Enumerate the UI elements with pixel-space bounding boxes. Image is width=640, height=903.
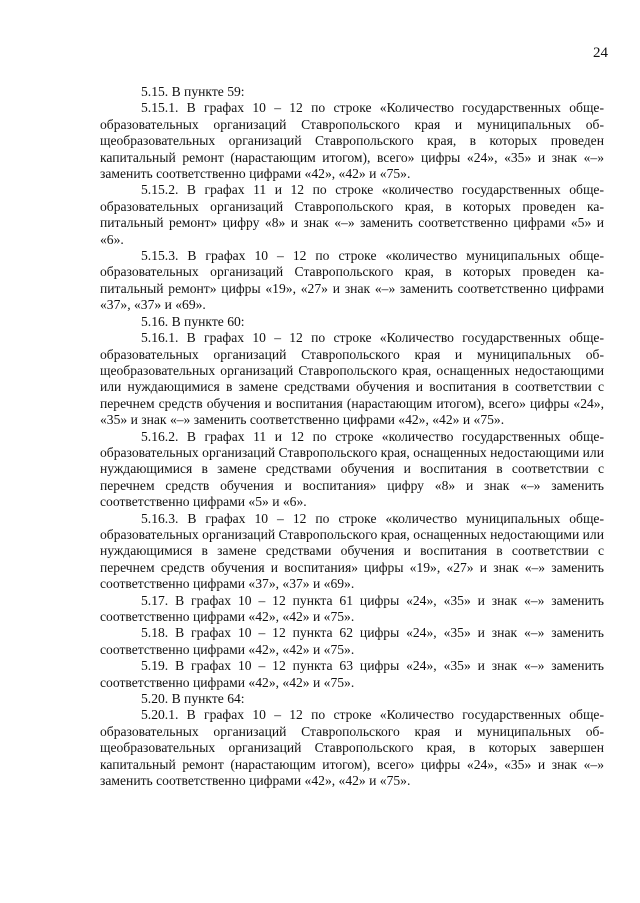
paragraph-5-15: 5.15. В пункте 59:	[141, 84, 245, 99]
page-number: 24	[593, 45, 608, 61]
paragraph-5-16: 5.16. В пункте 60:	[141, 313, 245, 329]
paragraph-5-20: 5.20. В пункте 64:	[141, 691, 245, 707]
paragraph-5-15-3: 5.15.3. В графах 10 – 12 по строке «количество муниципальных общеобразовательных организаций Ставропольского края, в которых проведен капитальный ремонт» цифры «19», «27» и знак «–» заменить соответственно цифрами «37», «37» и «69».	[100, 248, 604, 313]
paragraph-5-20-1: 5.20.1. В графах 10 – 12 по строке «Количество государственных общеобразовательных организаций Ставропольского края и муниципальных общеобразовательных организаций Ставропольского края, в которых завершен капитальный ремонт (нарастающим итогом), всего» цифры «24», «35» и знак «–» заменить соответственно цифрами «42», «42» и «75».	[100, 707, 604, 789]
paragraph-5-16-1: 5.16.1. В графах 10 – 12 по строке «Количество государственных общеобразовательных организаций Ставропольского края и муниципальных общеобразовательных организаций Ставропольского края, оснащенных недостающими или нуждающимися в замене средствами обучения и воспитания в соответствии с перечнем средств обучения и воспитания (нарастающим итогом), всего» цифры «24», «35» и знак «–» заменить соответственно цифрами «42», «42» и «75».	[100, 330, 604, 428]
paragraph-5-16-3: 5.16.3. В графах 10 – 12 по строке «количество муниципальных общеобразовательных организаций Ставропольского края, оснащенных недостающими или нуждающимися в замене средствами обучения и воспитания в соответствии с перечнем средств обучения и воспитания» цифры «19», «27» и знак «–» заменить соответственно цифрами «37», «37» и «69».	[100, 510, 604, 592]
paragraph-5-17: 5.17. В графах 10 – 12 пункта 61 цифры «24», «35» и знак «–» заменить соответственно цифрами «42», «42» и «75».	[100, 592, 604, 624]
paragraph-5-19: 5.19. В графах 10 – 12 пункта 63 цифры «24», «35» и знак «–» заменить соответственно цифрами «42», «42» и «75».	[100, 658, 604, 690]
paragraph-5-18: 5.18. В графах 10 – 12 пункта 62 цифры «24», «35» и знак «–» заменить соответственно цифрами «42», «42» и «75».	[100, 625, 604, 657]
paragraph-5-15-1: 5.15.1. В графах 10 – 12 по строке «Количество государственных общеобразовательных организаций Ставропольского края и муниципальных общеобразовательных организаций Ставропольского края, в которых проведен капитальный ремонт (нарастающим итогом), всего» цифры «24», «35» и знак «–» заменить соответственно цифрами «42», «42» и «75».	[100, 100, 604, 182]
paragraph-5-15-2: 5.15.2. В графах 11 и 12 по строке «количество государственных общеобразовательных организаций Ставропольского края, в которых проведен капитальный ремонт» цифру «8» и знак «–» заменить соответственно цифрами «5» и «6».	[100, 182, 604, 247]
document-body	[100, 84, 604, 789]
paragraph-5-16-2: 5.16.2. В графах 11 и 12 по строке «количество государственных общеобразовательных организаций Ставропольского края, оснащенных недостающими или нуждающимися в замене средствами обучения и воспитания в соответствии с перечнем средств обучения и воспитания» цифру «8» и знак «–» заменить соответственно цифрами «5» и «6».	[100, 428, 604, 510]
